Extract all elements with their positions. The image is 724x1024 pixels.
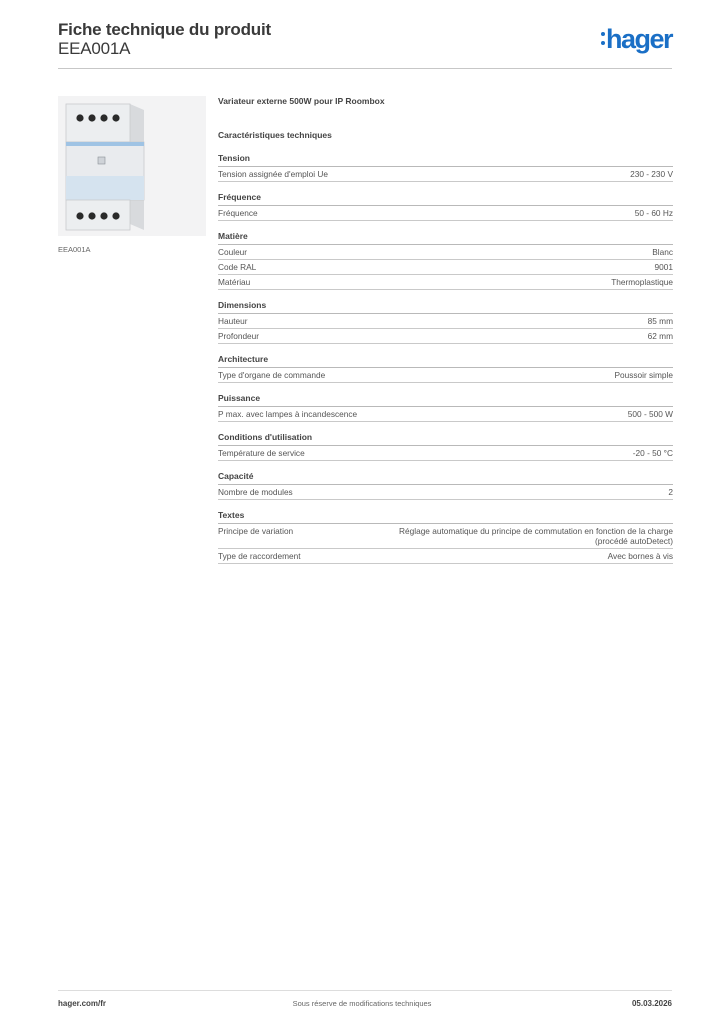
spec-label: Type d'organe de commande — [218, 370, 326, 380]
spec-group — [218, 471, 673, 500]
spec-label: P max. avec lampes à incandescence — [218, 409, 358, 419]
spec-value: Blanc — [652, 247, 673, 257]
spec-groups — [218, 153, 673, 564]
logo-colon-icon — [601, 26, 605, 45]
spec-row — [218, 485, 673, 500]
spec-value: 85 mm — [647, 316, 673, 326]
spec-label: Fréquence — [218, 208, 258, 218]
spec-group — [218, 510, 673, 564]
hager-logo — [601, 26, 672, 53]
spec-value: Thermoplastique — [611, 277, 673, 287]
spec-group-title: Conditions d'utilisation — [218, 432, 673, 446]
product-code: EEA001A — [58, 39, 131, 58]
spec-group-title: Matière — [218, 231, 673, 245]
spec-row — [218, 329, 673, 344]
spec-group-title: Dimensions — [218, 300, 673, 314]
dimmer-module-image — [58, 96, 206, 236]
spec-value: -20 - 50 °C — [632, 448, 673, 458]
footer-website[interactable]: hager.com/fr — [58, 999, 107, 1008]
spec-group-title: Architecture — [218, 354, 673, 368]
spec-value: Avec bornes à vis — [607, 551, 673, 561]
spec-group-title: Puissance — [218, 393, 673, 407]
spec-label: Principe de variation — [218, 526, 294, 536]
spec-value: Poussoir simple — [614, 370, 673, 380]
header-divider — [58, 68, 672, 69]
spec-row — [218, 260, 673, 275]
spec-label: Nombre de modules — [218, 487, 293, 497]
spec-value: 2 — [668, 487, 673, 497]
spec-group — [218, 432, 673, 461]
product-image — [58, 96, 206, 236]
footer-notice: Sous réserve de modifications techniques — [292, 999, 432, 1008]
spec-group — [218, 354, 673, 383]
spec-value: Réglage automatique du principe de commutation en fonction de la charge (procédé autoDetect) — [399, 526, 673, 546]
spec-label: Hauteur — [218, 316, 248, 326]
spec-row — [218, 167, 673, 182]
spec-label: Profondeur — [218, 331, 260, 341]
spec-label: Tension assignée d'emploi Ue — [218, 169, 328, 179]
image-caption: EEA001A — [58, 245, 91, 254]
spec-label: Type de raccordement — [218, 551, 301, 561]
spec-group — [218, 153, 673, 182]
spec-value: 62 mm — [647, 331, 673, 341]
spec-row — [218, 275, 673, 290]
spec-content — [218, 96, 673, 574]
spec-row — [218, 446, 673, 461]
spec-value: 230 - 230 V — [630, 169, 673, 179]
spec-group-title: Fréquence — [218, 192, 673, 206]
spec-group-title: Textes — [218, 510, 673, 524]
spec-label: Code RAL — [218, 262, 257, 272]
footer-date: 05.03.2026 — [631, 999, 672, 1008]
spec-group — [218, 393, 673, 422]
spec-row — [218, 206, 673, 221]
spec-row — [218, 368, 673, 383]
product-description: Variateur externe 500W pour IP Roombox — [218, 96, 385, 106]
spec-value: 9001 — [654, 262, 673, 272]
page-title: Fiche technique du produit — [58, 20, 271, 39]
spec-group-title: Tension — [218, 153, 673, 167]
tech-heading: Caractéristiques techniques — [218, 130, 332, 140]
spec-label: Couleur — [218, 247, 248, 257]
spec-value: 500 - 500 W — [627, 409, 673, 419]
spec-label: Température de service — [218, 448, 305, 458]
spec-row — [218, 549, 673, 564]
spec-row — [218, 407, 673, 422]
logo-text: hager — [605, 24, 672, 54]
footer-divider — [58, 990, 672, 991]
spec-row — [218, 245, 673, 260]
spec-row — [218, 314, 673, 329]
spec-group-title: Capacité — [218, 471, 673, 485]
spec-group — [218, 231, 673, 290]
spec-value: 50 - 60 Hz — [634, 208, 673, 218]
spec-label: Matériau — [218, 277, 251, 287]
spec-row — [218, 524, 673, 549]
spec-group — [218, 192, 673, 221]
spec-group — [218, 300, 673, 344]
